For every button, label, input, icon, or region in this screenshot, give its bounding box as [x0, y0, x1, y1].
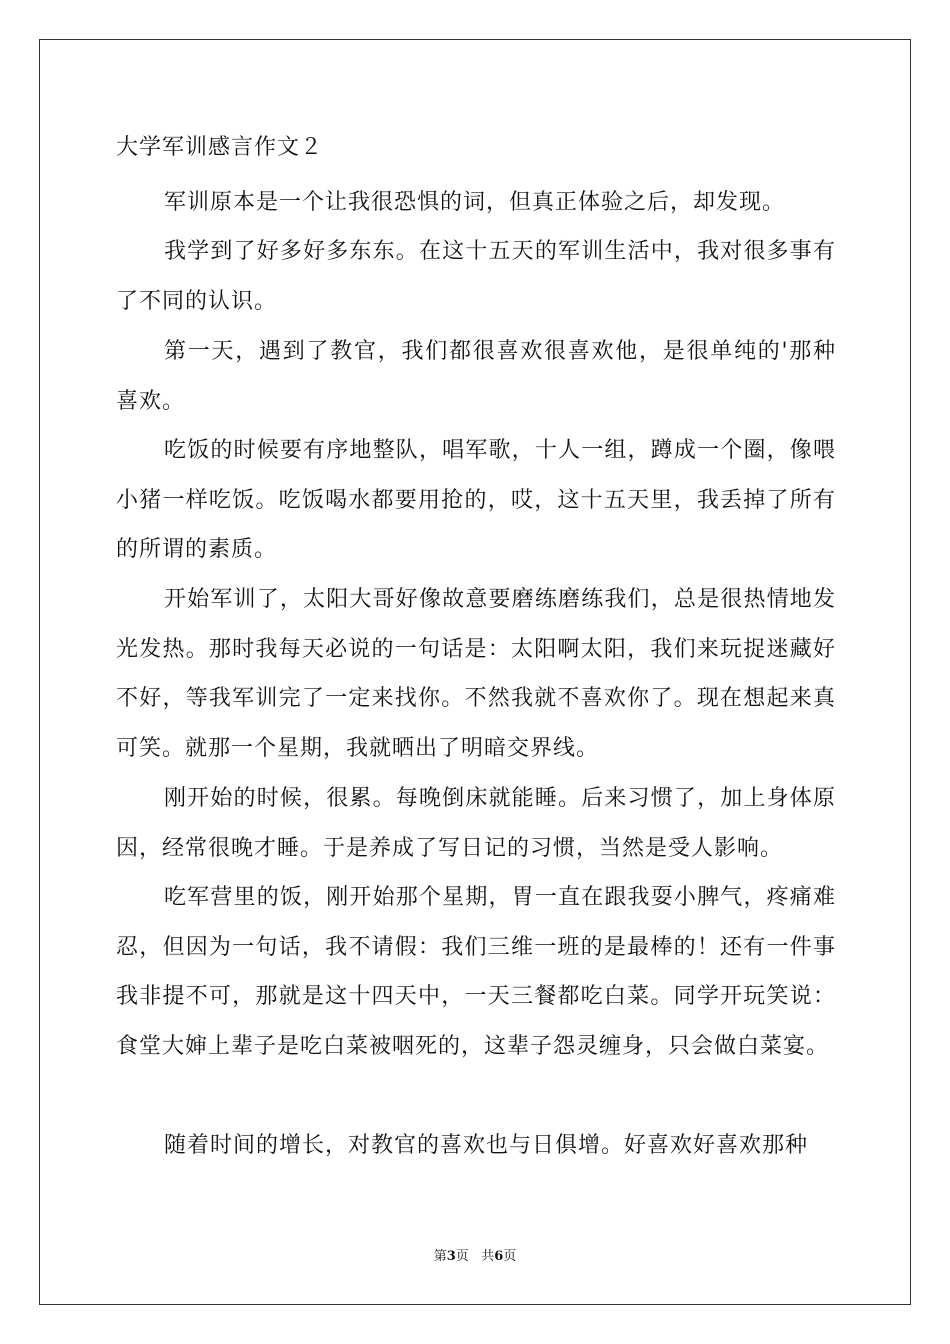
- paragraph-4: 吃饭的时候要有序地整队，唱军歌，十人一组，蹲成一个圈，像喂小猪一样吃饭。吃饭喝水都要用抢的，哎，这十五天里，我丢掉了所有的所谓的素质。: [116, 438, 836, 562]
- paragraph-8: 随着时间的增长，对教官的喜欢也与日俱增。好喜欢好喜欢那种: [164, 1133, 809, 1158]
- paragraph-7: 吃军营里的饭，刚开始那个星期，胃一直在跟我耍小脾气，疼痛难忍，但因为一句话，我不请假：我们三维一班的是最棒的！还有一件事我非提不可，那就是这十四天中，一天三餐都吃白菜。同学开玩笑说：食堂大婶上辈子是吃白菜被咽死的，这辈子怨灵缠身，只会做白菜宴。: [116, 885, 836, 1059]
- footer-total-suffix: 页: [503, 1249, 517, 1264]
- paragraph-2: 我学到了好多好多东东。在这十五天的军训生活中，我对很多事有了不同的认识。: [116, 239, 836, 314]
- paragraph-5: 开始军训了，太阳大哥好像故意要磨练磨练我们，总是很热情地发光发热。那时我每天必说的一句话是：太阳啊太阳，我们来玩捉迷藏好不好，等我军训完了一定来找你。不然我就不喜欢你了。现在想起来真可笑。就那一个星期，我就晒出了明暗交界线。: [116, 587, 836, 761]
- paragraph-6: 刚开始的时候，很累。每晚倒床就能睡。后来习惯了，加上身体原因，经常很晚才睡。于是养成了写日记的习惯，当然是受人影响。: [116, 786, 836, 861]
- footer-total-pages: 6: [494, 1249, 504, 1264]
- paragraph-1: 军训原本是一个让我很恐惧的词，但真正体验之后，却发现。: [164, 190, 786, 215]
- document-title: 大学军训感言作文２: [116, 135, 324, 160]
- footer-page-number: 3: [446, 1249, 456, 1264]
- paragraph-3: 第一天，遇到了教官，我们都很喜欢很喜欢他，是很单纯的'那种喜欢。: [116, 339, 836, 414]
- footer-total-prefix: 共: [481, 1249, 495, 1264]
- footer-page-suffix: 页: [455, 1249, 469, 1264]
- footer-page-prefix: 第: [433, 1249, 447, 1264]
- page-footer: [0, 1248, 950, 1266]
